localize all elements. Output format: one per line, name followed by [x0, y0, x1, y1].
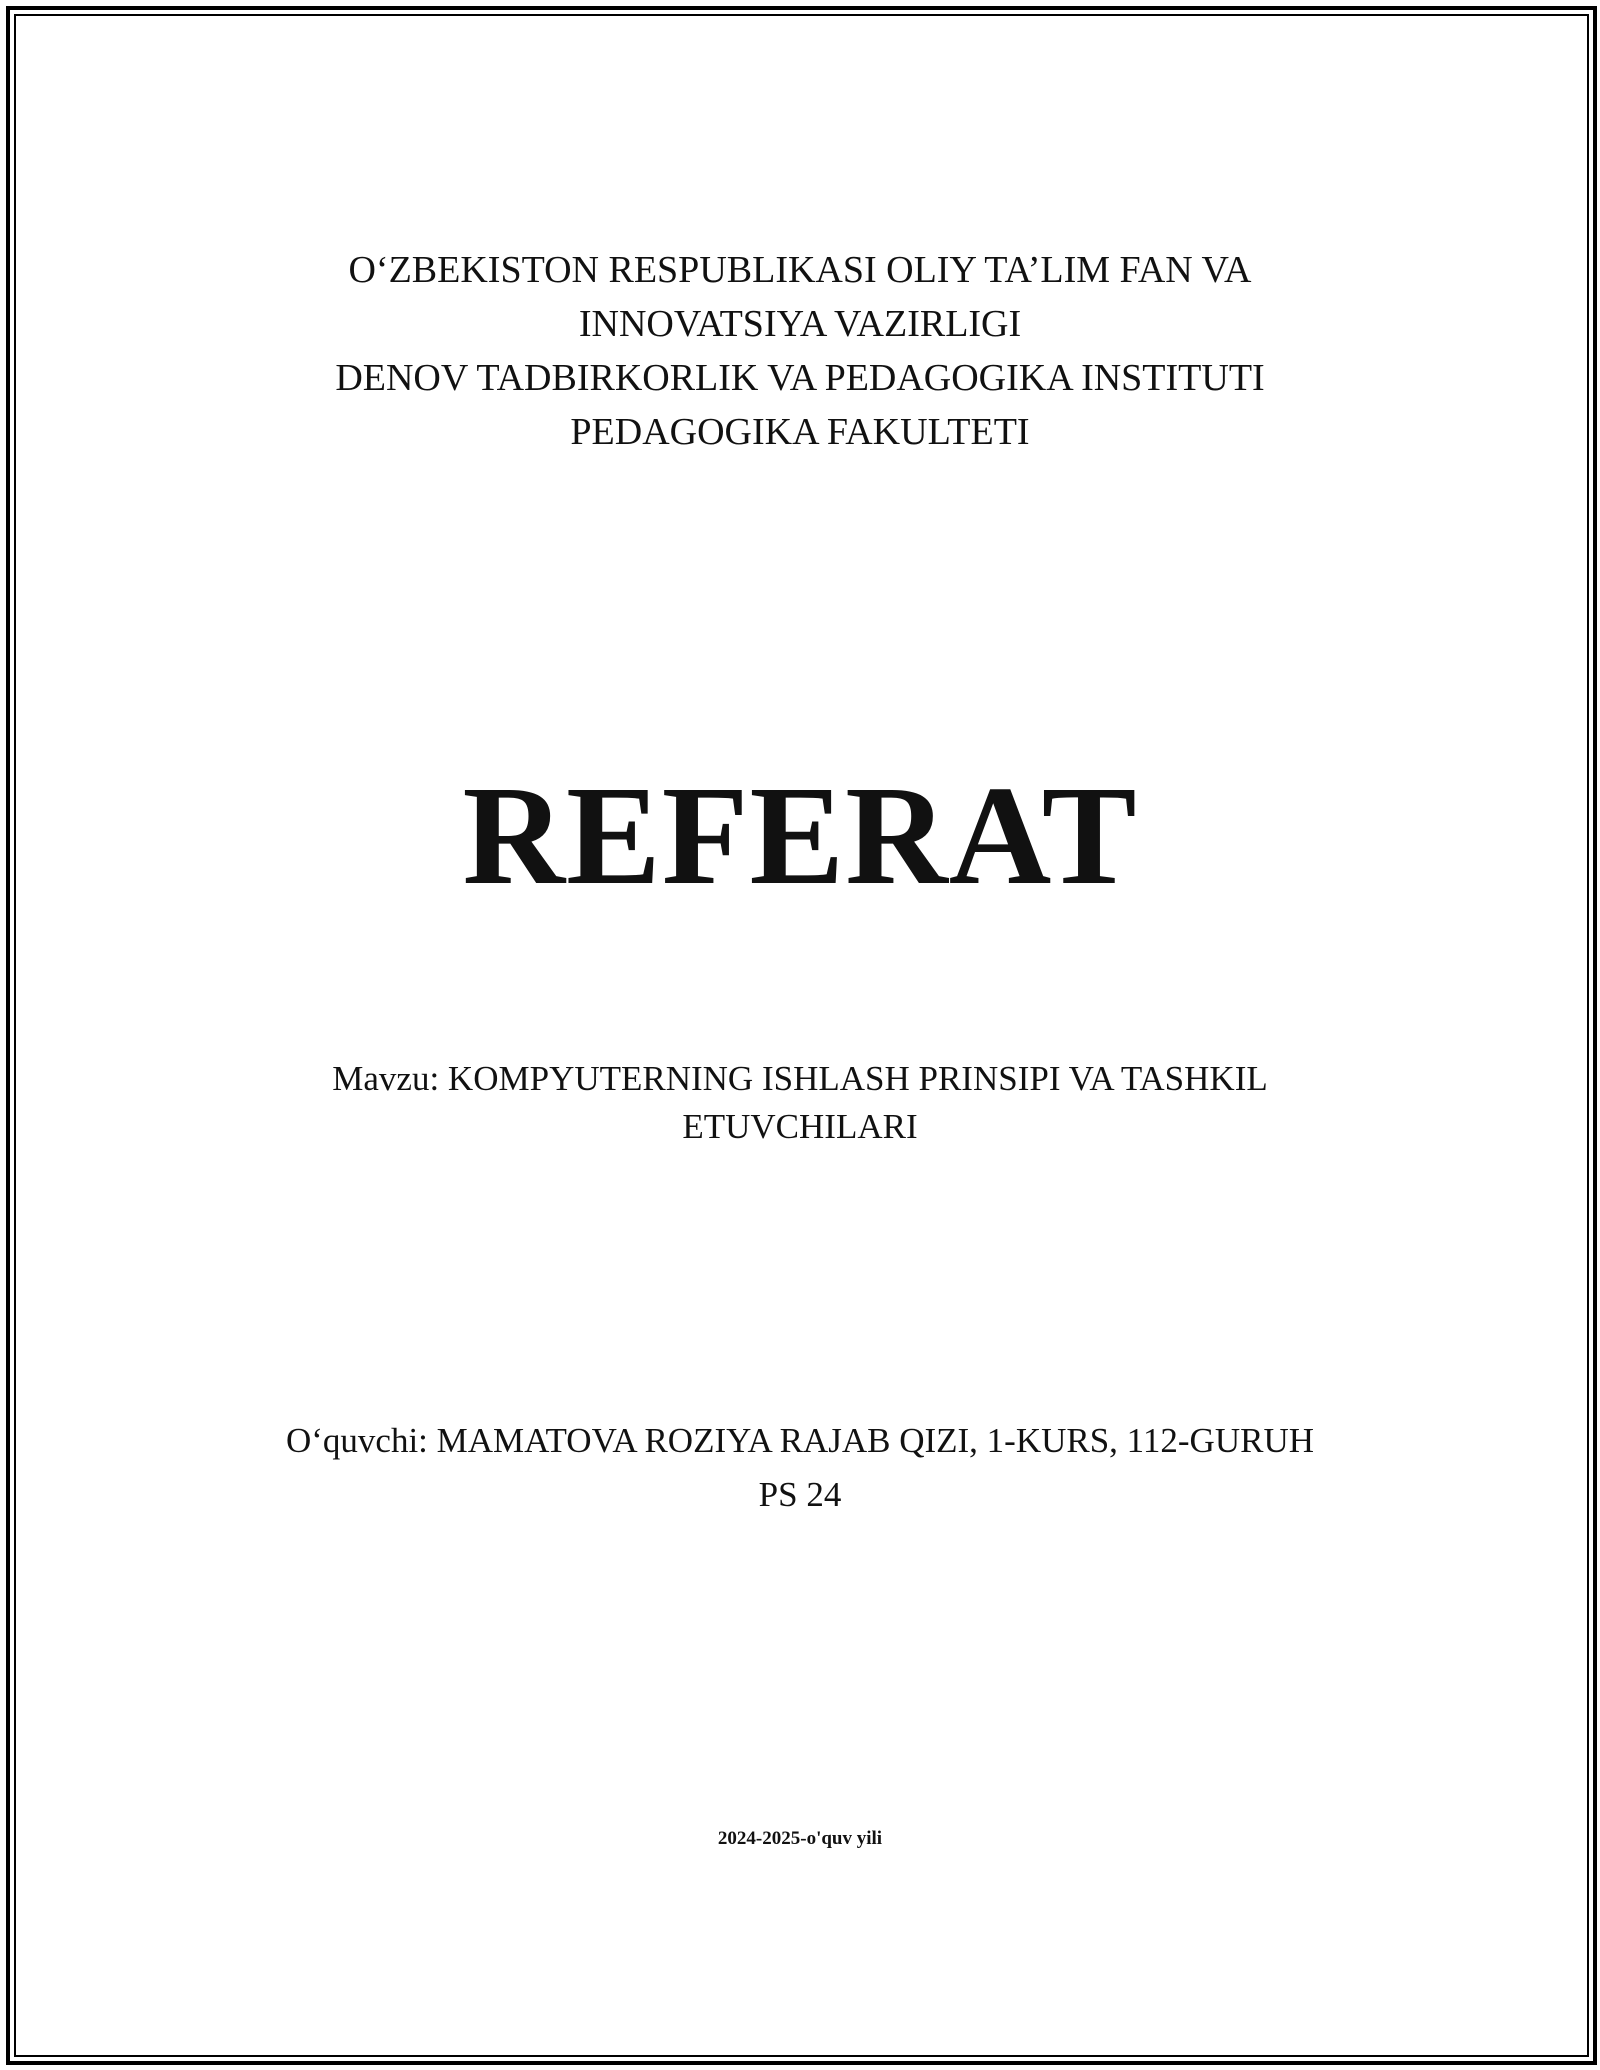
student-line-2: PS 24 — [758, 1475, 842, 1514]
academic-year: 2024-2025-o'quv yili — [717, 1828, 883, 1849]
topic-line-1: Mavzu: KOMPYUTERNING ISHLASH PRINSIPI VA TASHKIL — [332, 1059, 1268, 1098]
ministry-line-1: O‘ZBEKISTON RESPUBLIKASI OLIY TA’LIM FAN VA — [348, 249, 1252, 291]
topic-line-2: ETUVCHILARI — [682, 1107, 918, 1146]
faculty-name: PEDAGOGIKA FAKULTETI — [570, 411, 1030, 453]
institute-name: DENOV TADBIRKORLIK VA PEDAGOGIKA INSTITUTI — [335, 357, 1265, 399]
ministry-line-2: INNOVATSIYA VAZIRLIGI — [578, 303, 1022, 345]
student-line-1: O‘quvchi: MAMATOVA ROZIYA RAJAB QIZI, 1-KURS, 112-GURUH — [285, 1421, 1314, 1460]
document-title: REFERAT — [462, 756, 1138, 914]
